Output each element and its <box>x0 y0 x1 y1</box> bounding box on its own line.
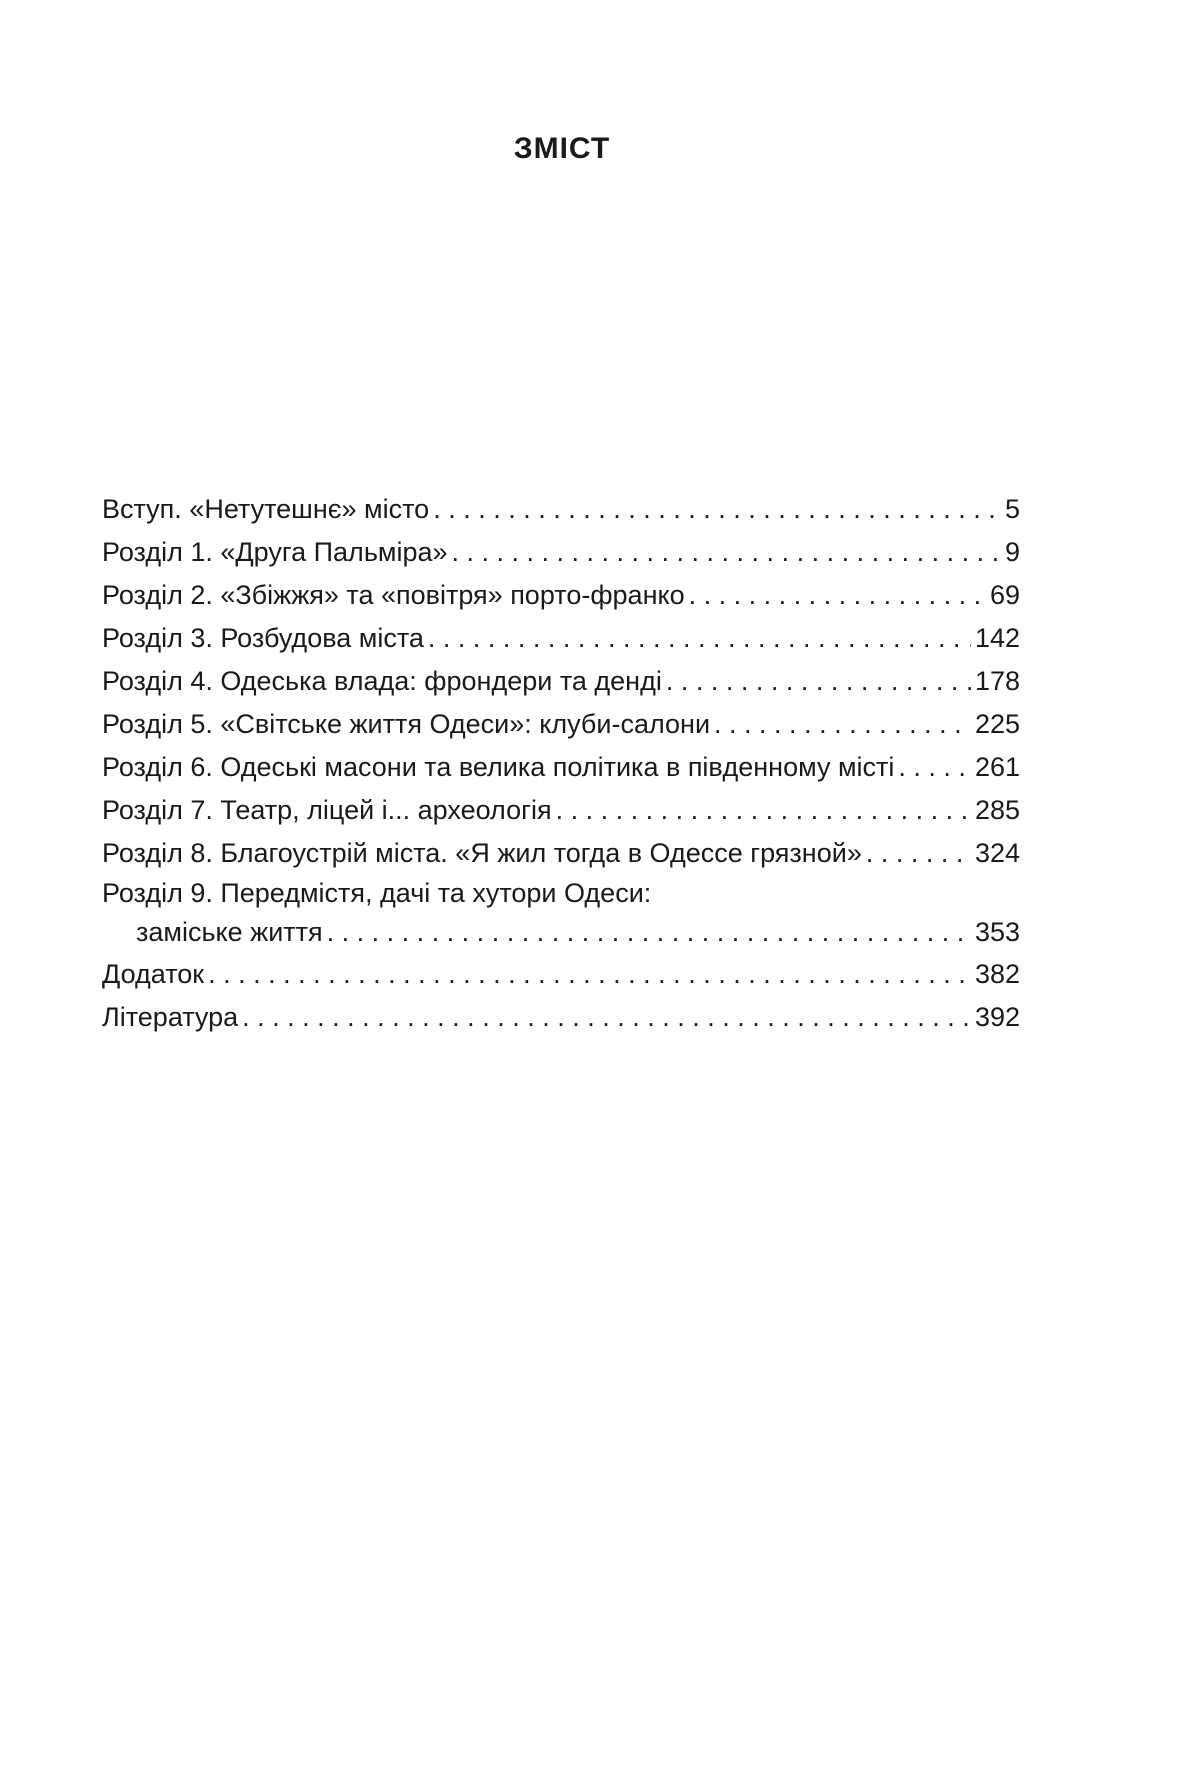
toc-entry-page: 178 <box>974 666 1020 696</box>
toc-entry-text: Розділ 1. «Друга Пальміра» <box>102 537 448 567</box>
toc-entry-continuation-text: заміське життя <box>136 917 323 947</box>
dot-leader <box>208 953 971 996</box>
toc-entry-text: Розділ 9. Передмістя, дачі та хутори Одеси: <box>102 878 652 908</box>
toc-entry-text: Розділ 3. Розбудова міста <box>102 623 424 653</box>
toc-entry <box>102 832 1020 875</box>
toc-entry-page: 353 <box>974 917 1020 947</box>
toc-entry-page: 324 <box>974 838 1020 868</box>
dot-leader <box>452 531 1001 574</box>
toc-entry-page: 225 <box>974 709 1020 739</box>
toc-title: ЗМІСТ <box>513 132 611 165</box>
dot-leader <box>433 488 1001 531</box>
toc-entry-page: 261 <box>974 752 1020 782</box>
toc-entry-continuation-line <box>102 911 1020 953</box>
dot-leader <box>556 789 971 832</box>
toc-entry-page: 142 <box>974 623 1020 653</box>
toc-entry <box>102 531 1020 574</box>
toc-entry-text: Вступ. «Нетутешнє» місто <box>102 494 430 524</box>
toc-entry-page: 5 <box>1004 494 1020 524</box>
dot-leader <box>898 746 971 789</box>
dot-leader <box>866 832 971 875</box>
toc-entry <box>102 660 1020 703</box>
dot-leader <box>689 574 986 617</box>
toc-entry-text: Додаток <box>102 959 205 989</box>
toc-entry <box>102 488 1020 531</box>
toc-entry-page: 382 <box>974 959 1020 989</box>
toc-entry <box>102 789 1020 832</box>
toc-entry-text: Розділ 5. «Світське життя Одеси»: клуби-салони <box>102 709 711 739</box>
toc-entry-text: Розділ 6. Одеські масони та велика політика в південному місті <box>102 752 895 782</box>
dot-leader <box>428 617 971 660</box>
toc-entry <box>102 617 1020 660</box>
toc-entry-page: 69 <box>989 580 1020 610</box>
dot-leader <box>714 703 971 746</box>
toc-entry-text: Розділ 8. Благоустрій міста. «Я жил тогда в Одессе грязной» <box>102 838 862 868</box>
dot-leader <box>666 660 971 703</box>
toc-entry <box>102 746 1020 789</box>
toc-entry-page: 285 <box>974 795 1020 825</box>
toc-entry-multiline <box>102 875 1020 953</box>
toc-list <box>102 488 1020 1039</box>
toc-entry <box>102 996 1020 1039</box>
toc-entry-text: Розділ 2. «Збіжжя» та «повітря» порто-франко <box>102 580 685 610</box>
toc-entry <box>102 703 1020 746</box>
toc-entry-page: 9 <box>1004 537 1020 567</box>
toc-entry <box>102 574 1020 617</box>
toc-entry-text: Література <box>102 1002 239 1032</box>
dot-leader <box>242 996 971 1039</box>
toc-entry-text: Розділ 4. Одеська влада: фрондери та денді <box>102 666 662 696</box>
toc-entry-page: 392 <box>974 1002 1020 1032</box>
toc-entry <box>102 953 1020 996</box>
dot-leader <box>327 911 971 953</box>
toc-entry-text: Розділ 7. Театр, ліцей і... археологія <box>102 795 552 825</box>
